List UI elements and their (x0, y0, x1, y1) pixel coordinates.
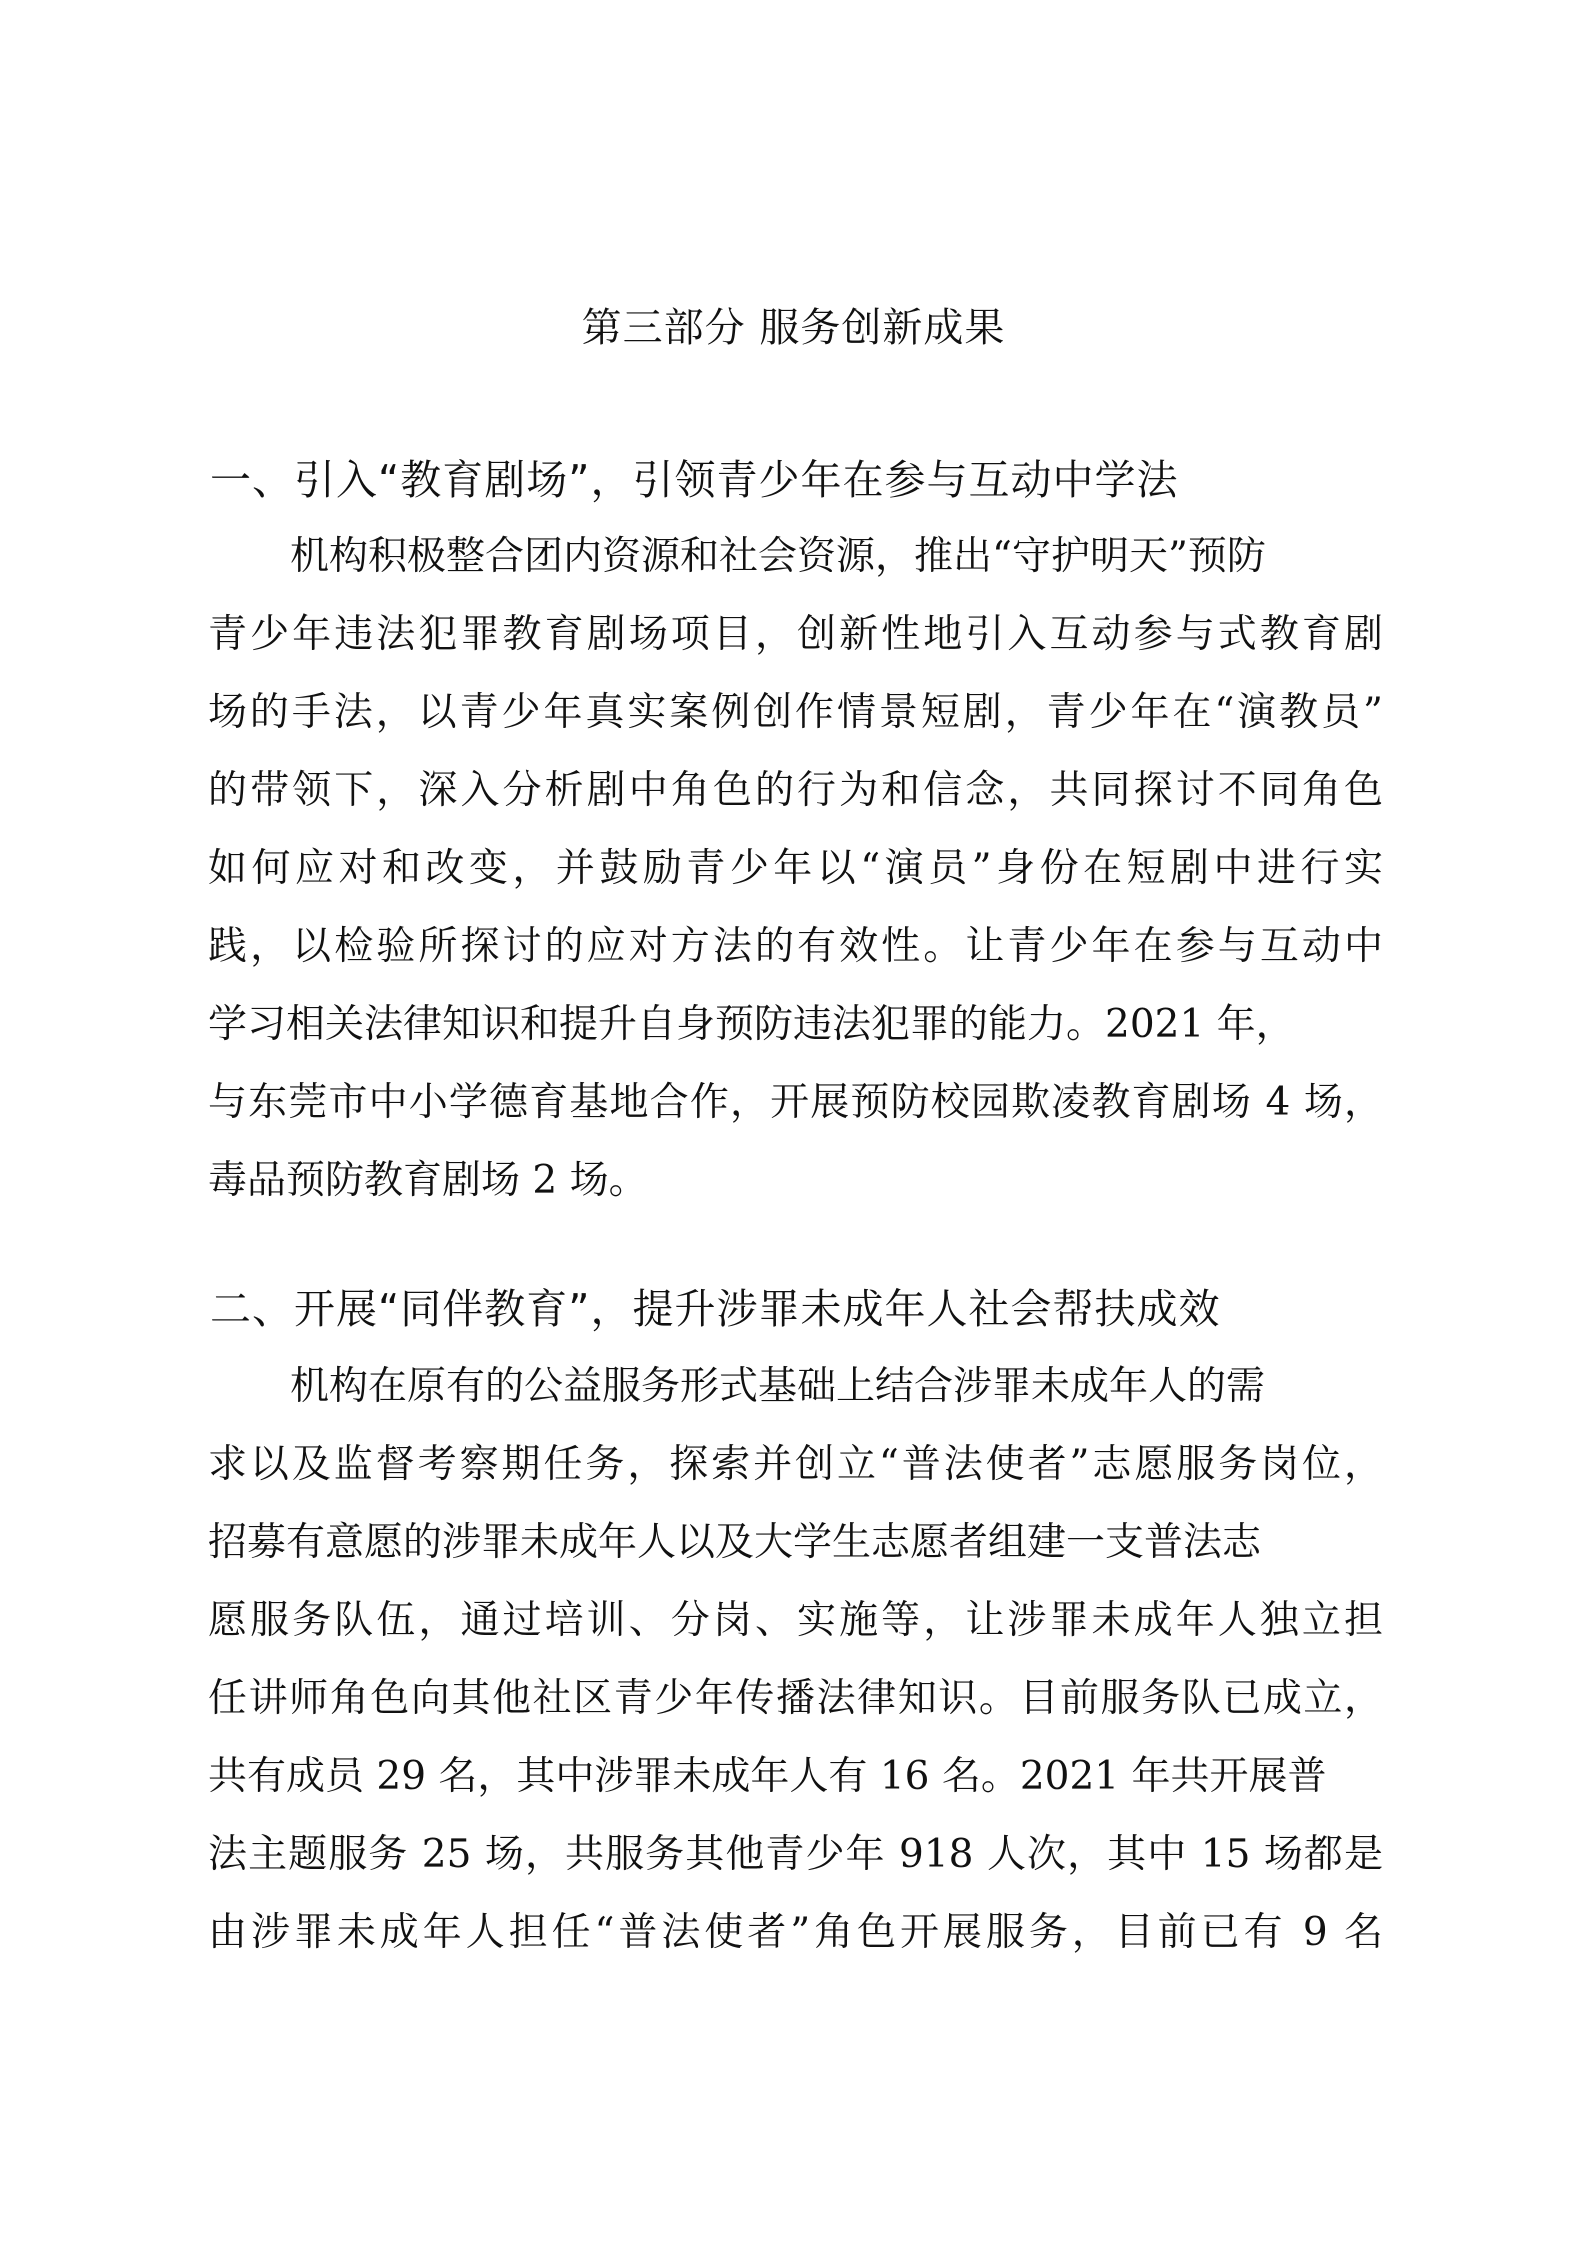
section-heading-1: 一、引入“教育剧场”，引领青少年在参与互动中学法 (210, 456, 1179, 504)
body-line: 任讲师角色向其他社区青少年传播法律知识。目前服务队已成立， (208, 1676, 1383, 1721)
body-line: 青少年违法犯罪教育剧场项目，创新性地引入互动参与式教育剧 (208, 612, 1383, 657)
body-line: 机构积极整合团内资源和社会资源，推出“守护明天”预防 (290, 534, 1266, 579)
body-line: 场的手法，以青少年真实案例创作情景短剧，青少年在“演教员” (208, 690, 1383, 735)
section-heading-2: 二、开展“同伴教育”，提升涉罪未成年人社会帮扶成效 (210, 1285, 1221, 1333)
body-line: 如何应对和改变，并鼓励青少年以“演员”身份在短剧中进行实 (208, 846, 1383, 891)
body-line: 共有成员 29 名，其中涉罪未成年人有 16 名。2021 年共开展普 (208, 1754, 1327, 1799)
body-line: 法主题服务 25 场，共服务其他青少年 918 人次，其中 15 场都是 (208, 1832, 1383, 1877)
body-line: 机构在原有的公益服务形式基础上结合涉罪未成年人的需 (290, 1364, 1266, 1409)
part-title: 第三部分 服务创新成果 (581, 305, 1006, 351)
body-line: 学习相关法律知识和提升自身预防违法犯罪的能力。2021 年， (208, 1002, 1295, 1047)
body-line: 由涉罪未成年人担任“普法使者”角色开展服务，目前已有 9 名 (208, 1910, 1383, 1955)
body-line: 招募有意愿的涉罪未成年人以及大学生志愿者组建一支普法志 (208, 1520, 1262, 1565)
body-line: 的带领下，深入分析剧中角色的行为和信念，共同探讨不同角色 (208, 768, 1383, 813)
body-line: 与东莞市中小学德育基地合作，开展预防校园欺凌教育剧场 4 场， (208, 1080, 1383, 1125)
body-line: 求以及监督考察期任务，探索并创立“普法使者”志愿服务岗位， (208, 1442, 1383, 1487)
body-line: 愿服务队伍，通过培训、分岗、实施等，让涉罪未成年人独立担 (208, 1598, 1383, 1643)
body-line: 践，以检验所探讨的应对方法的有效性。让青少年在参与互动中 (208, 924, 1383, 969)
body-line: 毒品预防教育剧场 2 场。 (208, 1158, 648, 1203)
